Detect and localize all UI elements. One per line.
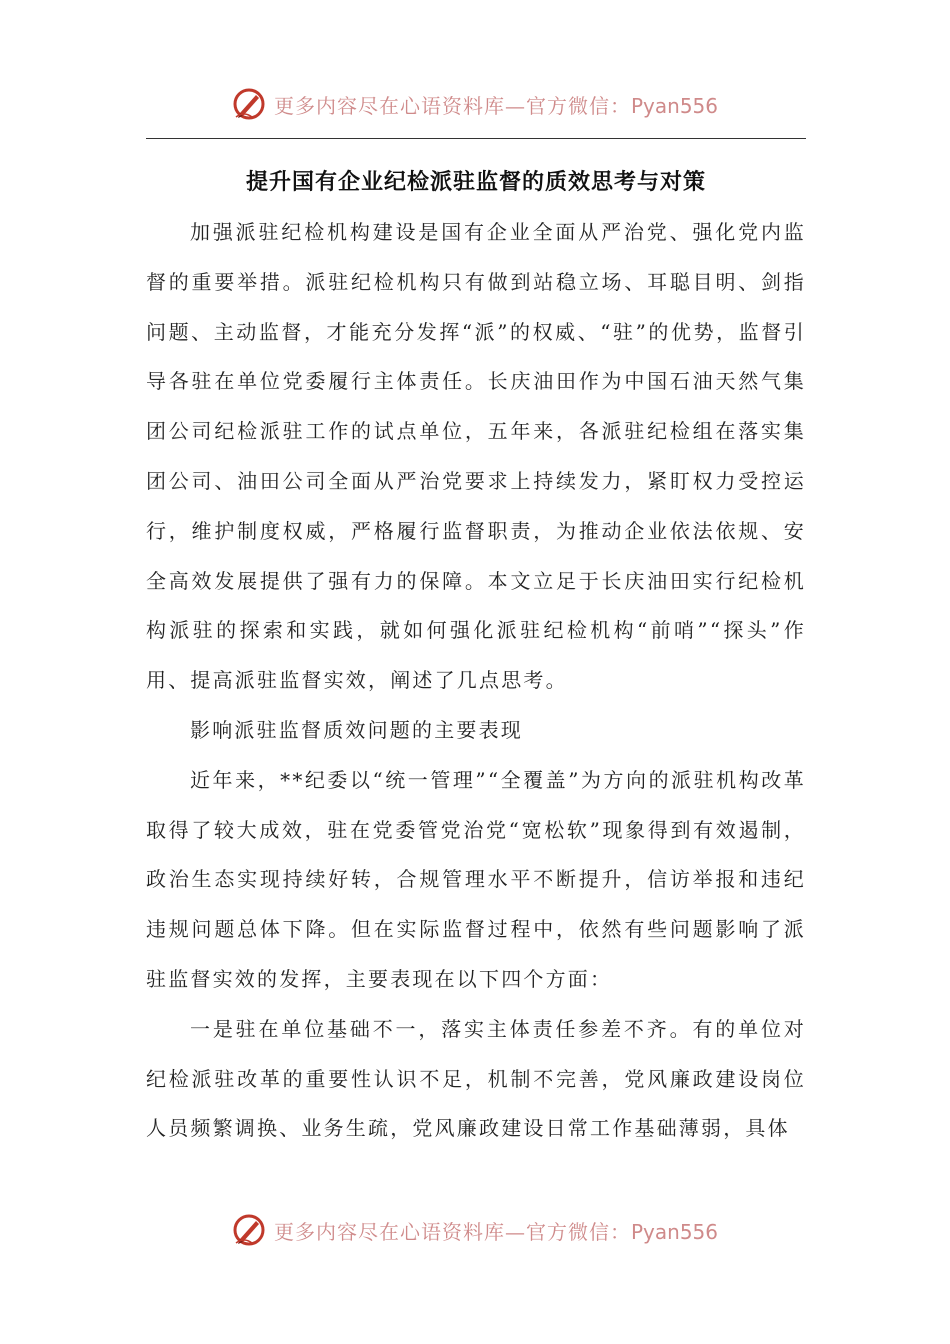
paragraph: 加强派驻纪检机构建设是国有企业全面从严治党、强化党内监督的重要举措。派驻纪检机构只有做到站稳立场、耳聪目明、剑指问题、主动监督，才能充分发挥“派”的权威、“驻”的优势，监督引导各驻在单位党委履行主体责任。长庆油田作为中国石油天然气集团公司纪检派驻工作的试点单位，五年来，各派驻纪检组在落实集团公司、油田公司全面从严治党要求上持续发力，紧盯权力受控运行，维护制度权威，严格履行监督职责，为推动企业依法依规、安全高效发展提供了强有力的保障。本文立足于长庆油田实行纪检机构派驻的探索和实践，就如何强化派驻纪检机构“前哨”“探头”作用、提高派驻监督实效，阐述了几点思考。 <box>146 220 806 693</box>
paragraph: 近年来，**纪委以“统一管理”“全覆盖”为方向的派驻机构改革取得了较大成效，驻在党委管党治党“宽松软”现象得到有效遏制，政治生态实现持续好转，合规管理水平不断提升，信访举报和违纪违规问题总体下降。但在实际监督过程中，依然有些问题影响了派驻监督实效的发挥，主要表现在以下四个方面： <box>146 767 806 991</box>
pen-logo-icon <box>232 1213 266 1247</box>
document-title: 提升国有企业纪检派驻监督的质效思考与对策 <box>245 169 706 195</box>
watermark-text: 更多内容尽在心语资料库—官方微信：Pyan556 <box>273 93 718 118</box>
paragraph: 一是驻在单位基础不一，落实主体责任参差不齐。有的单位对纪检派驻改革的重要性认识不足，机制不完善，党风廉政建设岗位人员频繁调换、业务生疏，党风廉政建设日常工作基础薄弱，具体 <box>146 1016 806 1141</box>
document-body <box>146 208 806 1154</box>
watermark-banner-bottom <box>0 1210 950 1250</box>
watermark-banner-top <box>0 84 950 124</box>
section-heading: 影响派驻监督质效问题的主要表现 <box>190 717 523 742</box>
watermark-text: 更多内容尽在心语资料库—官方微信：Pyan556 <box>273 1219 718 1244</box>
header-divider <box>146 138 806 139</box>
pen-logo-icon <box>232 87 266 121</box>
